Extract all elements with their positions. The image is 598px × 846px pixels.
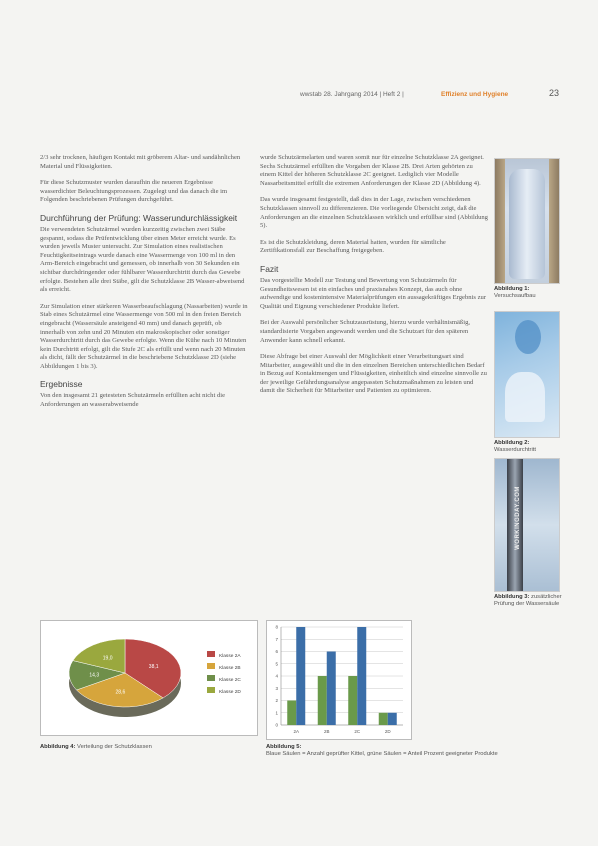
text-column-left	[40, 154, 248, 418]
pie-slice-label: 19,0	[102, 655, 113, 662]
legend-label: Klasse 2C	[219, 678, 241, 683]
caption-text: zusätzlicher Prüfung der Wassersäule	[494, 594, 562, 607]
figure-1-caption	[494, 286, 564, 300]
section-title: Effizienz und Hygiene	[441, 91, 509, 98]
figure-3-photo	[494, 458, 560, 592]
caption-label: Abbildung 1:	[494, 286, 530, 292]
section-heading-method: Durchführung der Prüfung: Wasserundurchlässigkeit	[40, 212, 238, 223]
caption-text: Wasserdurchtritt	[494, 447, 536, 453]
x-tick-label: 2C	[354, 729, 361, 734]
caption-text: Blaue Säulen = Anzahl geprüfter Kittel, grüne Säulen = Anteil Prozent geeigneter Produkte	[266, 751, 498, 757]
paragraph: Diese Abfrage bei einer Auswahl der Möglichkeit einer Verarbeitungsart sind Mitarbeiter, ausgewählt und die in den einzelnen Bereichen unterschiedlichen Bedarf in Bezug auf Kontaktmengen und Flüssigkeiten, einheitlich sind einzelne sinnvolle zu der jeweilige Gefährdungsanalyse angepassten Schutzmaßnahmen zu leisten und damit die Sicherheit für Mitarbeiter und Patienten zu optimieren.	[260, 353, 487, 395]
paragraph: wurde Schutzärmelarten und waren somit nur für einzelne Schutzklasse 2A geeignet. Sechs Schutzärmel erfüllten die Vorgaben der Klasse 2B. Drei Arten gehörten zu einem Kittel der höheren Schutzklasse 2C geeignet. Lediglich vier Modelle Nassarbeitsmittel erfüllt die extremen Anforderungen der Klasse 2D (Abbildung 4).	[260, 154, 484, 187]
running-header	[0, 88, 598, 102]
paragraph: Von den insgesamt 21 getesteten Schutzärmeln erfüllten acht nicht die Anforderungen an wasserabweisende	[40, 392, 225, 409]
figure-1-photo	[494, 158, 560, 284]
bar	[388, 713, 397, 725]
y-tick-label: 7	[275, 636, 278, 642]
journal-info: wwstab 28. Jahrgang 2014 | Heft 2 |	[300, 91, 404, 98]
bar	[357, 627, 366, 725]
paragraph: Bei der Auswahl persönlicher Schutzausrüstung, hierzu wurde verhältnismäßig, standardisierte Vorgaben angewandt werden und die Schutzart für den späteren Anwender kann schnell erkannt.	[260, 319, 471, 344]
bar	[287, 701, 296, 726]
figure-4-caption	[40, 744, 256, 751]
y-tick-label: 0	[275, 722, 278, 728]
caption-label: Abbildung 4:	[40, 744, 76, 750]
page-number: 23	[549, 88, 560, 98]
pie-slice-label: 38,1	[148, 664, 159, 671]
paragraph: Die verwendeten Schutzärmel wurden kurzzeitig zwischen zwei Stäbe gespannt, sodass die Prüfentwicklung über einen Meter erreicht wurde. Es wurden jeweils Muster untersucht. Zur Simulation eines realistischen Feuchtigkeitseintrags wurde danach eine Wassermenge von 100 ml in den Arm-Bereich eingebracht und gemessen, ob innerhalb von 30 Sekunden ein sichtbar durchdringender oder fühlbarer Wasserdurchtritt durch das Gewebe erfolgte. Bestehen alle drei Stäbe, gilt die Schutzklasse 2B Wasser-abweisend als erreicht.	[40, 225, 245, 294]
caption-text: Verteilung der Schutzklassen	[77, 744, 152, 750]
sleeve-print-text: WORKINGDAY.COM	[515, 486, 521, 550]
caption-label: Abbildung 5:	[266, 744, 302, 750]
text-column-right	[260, 154, 488, 404]
pie-chart-svg	[41, 621, 257, 735]
figure-2-caption	[494, 440, 564, 454]
paragraph: Das wurde insgesamt festgestellt, daß dies in der Lage, zwischen verschiedenen Schutzklassen sinnvoll zu differenzieren. Die vorliegende Übersicht zeigt, daß die Anforderungen an die einzelnen Schutzklassen wirklich und erfüllbar sind (Abbildung 5).	[260, 196, 488, 230]
figure-5-bar-chart	[266, 620, 412, 740]
caption-label: Abbildung 3:	[494, 594, 530, 600]
paragraph: Zur Simulation einer stärkeren Wasserbeaufschlagung (Nassarbeiten) wurde in Stab eines Schutzärmel eine Wassermenge von 500 ml in den freien Bereich eingebracht (Wassersäule ansteigend 40 mm) und danach geprüft, ob innerhalb von zehn und 20 Minuten ein makroskopischer oder sonstiger Wasserdurchtritt durch das Gewebe erfolgte. Wenn die Kühe nach 10 Minuten kein Durchtritt erfolgt, gilt die Stufe 2C als erfüllt und wenn nach 20 Minuten als dicht, fällt der Schutzärmel in die beschriebene Schutzklasse 2D (siehe Abbildungen 1 bis 3).	[40, 302, 248, 370]
bar	[379, 713, 388, 725]
figure-2-photo	[494, 311, 560, 438]
bar-chart-svg	[267, 621, 411, 739]
legend-label: Klasse 2A	[219, 654, 241, 659]
y-tick-label: 6	[275, 649, 278, 655]
pie-slice-label: 14,3	[89, 672, 100, 679]
caption-label: Abbildung 2:	[494, 440, 530, 446]
x-tick-label: 2B	[323, 729, 330, 734]
paragraph: Das vorgestellte Modell zur Testung und Bewertung von Schutzärmeln für Gesundheitswesen ist ein einfaches und praxisnahes Konzept, das auch ohne aufwendige und kostenintensive Materialprüfungen ein aussagekräftiges Ergebnis zur Qualität und Eignung verschiedener Produkte liefert.	[260, 276, 487, 310]
bar	[348, 676, 357, 725]
y-tick-label: 5	[275, 661, 278, 667]
legend-label: Klasse 2D	[219, 690, 241, 695]
x-tick-label: 2D	[384, 729, 391, 734]
y-tick-label: 2	[275, 698, 278, 704]
section-heading-results: Ergebnisse	[40, 379, 83, 390]
bar	[327, 652, 336, 726]
x-tick-label: 2A	[293, 729, 300, 734]
figure-4-pie-chart	[40, 620, 258, 736]
y-tick-label: 8	[275, 624, 278, 630]
y-tick-label: 4	[275, 673, 278, 679]
legend-swatch	[207, 687, 215, 693]
y-tick-label: 3	[275, 685, 278, 691]
pie-slice-label: 28,6	[115, 689, 126, 696]
bar	[296, 627, 305, 725]
bar	[318, 676, 327, 725]
paragraph: Für diese Schutzmuster wurden daraufhin die neueren Ergebnisse wasserdichter Beleuchtungsprozessen. Zugelegt und das danach die im Folgenden beschriebenen Prüfungen durchgeführt.	[40, 179, 228, 204]
caption-text: Versuchsaufbau	[494, 293, 536, 299]
section-heading-fazit: Fazit	[260, 263, 279, 274]
figure-3-caption	[494, 594, 564, 608]
legend-swatch	[207, 663, 215, 669]
legend-label: Klasse 2B	[219, 666, 241, 671]
paragraph: Es ist die Schutzkleidung, deren Material hatten, wurden für sämtliche Zertifikationsfall zur Beschaffung freigegeben.	[260, 238, 446, 255]
paragraph: 2/3 sehr trocknen, häufigen Kontakt mit gröberem Altar- und sandähnlichen Material und Flüssigkeiten.	[40, 154, 241, 170]
legend-swatch	[207, 651, 215, 657]
y-tick-label: 1	[275, 710, 278, 716]
legend-swatch	[207, 675, 215, 681]
figure-5-caption	[266, 744, 566, 758]
